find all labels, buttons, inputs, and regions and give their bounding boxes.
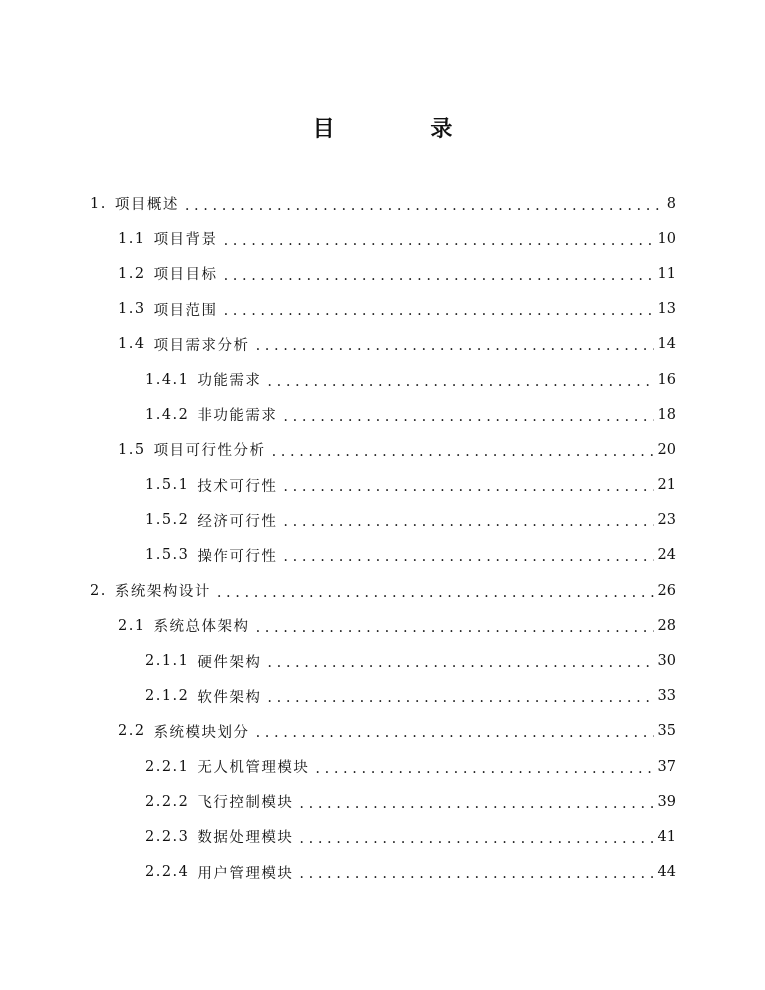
toc-entry[interactable] xyxy=(0,186,676,221)
toc-entry[interactable] xyxy=(0,538,676,573)
toc-entry[interactable] xyxy=(0,327,676,362)
toc-entry-number: 1.5.1 xyxy=(145,477,190,494)
toc-entry-number: 1.5.2 xyxy=(145,512,190,529)
dot-leader xyxy=(283,514,653,530)
toc-entry[interactable] xyxy=(0,819,676,854)
toc-entry-number: 2.1 xyxy=(118,617,146,634)
toc-entry-page: 10 xyxy=(657,230,676,247)
toc-entry-number: 1.5.3 xyxy=(145,547,190,564)
dot-leader xyxy=(315,761,653,777)
toc-entry-label: 技术可行性 xyxy=(197,478,278,495)
toc-entry-page: 26 xyxy=(657,582,676,599)
dot-leader xyxy=(256,338,654,354)
toc-entry-page: 23 xyxy=(657,512,676,529)
toc-entry-label: 项目概述 xyxy=(114,197,179,214)
toc-entry-label: 项目目标 xyxy=(153,267,218,284)
toc-entry-number: 1.4.2 xyxy=(145,406,190,423)
toc-entry-label: 操作可行性 xyxy=(197,548,278,565)
toc-entry-label: 项目背景 xyxy=(153,232,218,249)
toc-entry-number: 1.4 xyxy=(118,336,146,353)
toc-entry-page: 37 xyxy=(657,758,676,775)
toc-entry-page: 35 xyxy=(657,723,676,740)
toc-entry-number: 1.2 xyxy=(118,265,146,282)
toc-entry-label: 软件架构 xyxy=(197,689,262,706)
toc-entry-label: 经济可行性 xyxy=(197,513,278,530)
toc-entry[interactable] xyxy=(0,432,676,467)
toc-entry-number: 1.3 xyxy=(118,301,146,318)
dot-leader xyxy=(224,268,654,284)
toc-entry[interactable] xyxy=(0,749,676,784)
toc-entry-page: 20 xyxy=(657,441,676,458)
toc-entry[interactable] xyxy=(0,256,676,291)
toc-entry-label: 用户管理模块 xyxy=(197,865,294,882)
dot-leader xyxy=(267,690,653,706)
toc-entry-number: 2.2.3 xyxy=(145,828,190,845)
toc-entry[interactable] xyxy=(0,362,676,397)
toc-entry[interactable] xyxy=(0,643,676,678)
toc-entry[interactable] xyxy=(0,784,676,819)
toc-entry[interactable] xyxy=(0,503,676,538)
toc-entry-number: 1. xyxy=(90,195,107,212)
toc-entry-number: 2.2.1 xyxy=(145,758,190,775)
toc-entry-page: 24 xyxy=(657,547,676,564)
toc-entry-label: 数据处理模块 xyxy=(197,830,294,847)
dot-leader xyxy=(272,444,654,460)
toc-entry[interactable] xyxy=(0,468,676,503)
toc-entry-page: 28 xyxy=(657,617,676,634)
dot-leader xyxy=(224,233,654,249)
toc-entry[interactable] xyxy=(0,679,676,714)
dot-leader xyxy=(256,620,654,636)
toc-entry-label: 项目范围 xyxy=(153,302,218,319)
toc-entry-number: 2.2.2 xyxy=(145,793,190,810)
toc-entry-page: 16 xyxy=(657,371,676,388)
toc-entry[interactable] xyxy=(0,573,676,608)
dot-leader xyxy=(217,585,654,601)
dot-leader xyxy=(185,198,663,214)
toc-entry-number: 2.1.1 xyxy=(145,653,190,670)
toc-entry-label: 系统模块划分 xyxy=(153,724,250,741)
toc-entry-label: 飞行控制模块 xyxy=(197,795,294,812)
toc-entry-page: 41 xyxy=(657,828,676,845)
toc-entry-page: 33 xyxy=(657,688,676,705)
toc-entry[interactable] xyxy=(0,292,676,327)
toc-entry-label: 非功能需求 xyxy=(197,408,278,425)
dot-leader xyxy=(267,655,653,671)
toc-entry-page: 11 xyxy=(657,265,676,282)
toc-entry-number: 2.2.4 xyxy=(145,864,190,881)
toc-entry-number: 1.4.1 xyxy=(145,371,190,388)
dot-leader xyxy=(299,866,653,882)
page-title: 目 录 xyxy=(312,117,497,142)
toc-entry[interactable] xyxy=(0,608,676,643)
table-of-contents xyxy=(0,186,765,890)
dot-leader xyxy=(283,549,653,565)
toc-entry[interactable] xyxy=(0,855,676,890)
toc-entry-number: 1.5 xyxy=(118,441,146,458)
dot-leader xyxy=(283,409,653,425)
toc-entry-label: 项目需求分析 xyxy=(153,337,250,354)
dot-leader xyxy=(283,479,653,495)
toc-entry-label: 系统总体架构 xyxy=(153,619,250,636)
dot-leader xyxy=(267,374,653,390)
toc-entry-label: 硬件架构 xyxy=(197,654,262,671)
toc-entry-page: 21 xyxy=(657,477,676,494)
toc-entry[interactable] xyxy=(0,714,676,749)
toc-entry[interactable] xyxy=(0,221,676,256)
dot-leader xyxy=(224,303,654,319)
toc-entry-page: 13 xyxy=(657,301,676,318)
toc-entry-page: 39 xyxy=(657,793,676,810)
toc-entry[interactable] xyxy=(0,397,676,432)
toc-entry-label: 项目可行性分析 xyxy=(153,443,266,460)
dot-leader xyxy=(299,796,653,812)
dot-leader xyxy=(256,725,654,741)
dot-leader xyxy=(299,831,653,847)
toc-entry-page: 14 xyxy=(657,336,676,353)
toc-entry-label: 功能需求 xyxy=(197,373,262,390)
toc-entry-number: 2.2 xyxy=(118,723,146,740)
toc-entry-number: 2. xyxy=(90,582,107,599)
toc-entry-page: 8 xyxy=(666,195,676,212)
toc-entry-page: 44 xyxy=(657,864,676,881)
toc-entry-page: 18 xyxy=(657,406,676,423)
toc-entry-number: 1.1 xyxy=(118,230,146,247)
toc-entry-page: 30 xyxy=(657,653,676,670)
toc-entry-label: 无人机管理模块 xyxy=(197,760,310,777)
toc-entry-number: 2.1.2 xyxy=(145,688,190,705)
toc-entry-label: 系统架构设计 xyxy=(114,584,211,601)
